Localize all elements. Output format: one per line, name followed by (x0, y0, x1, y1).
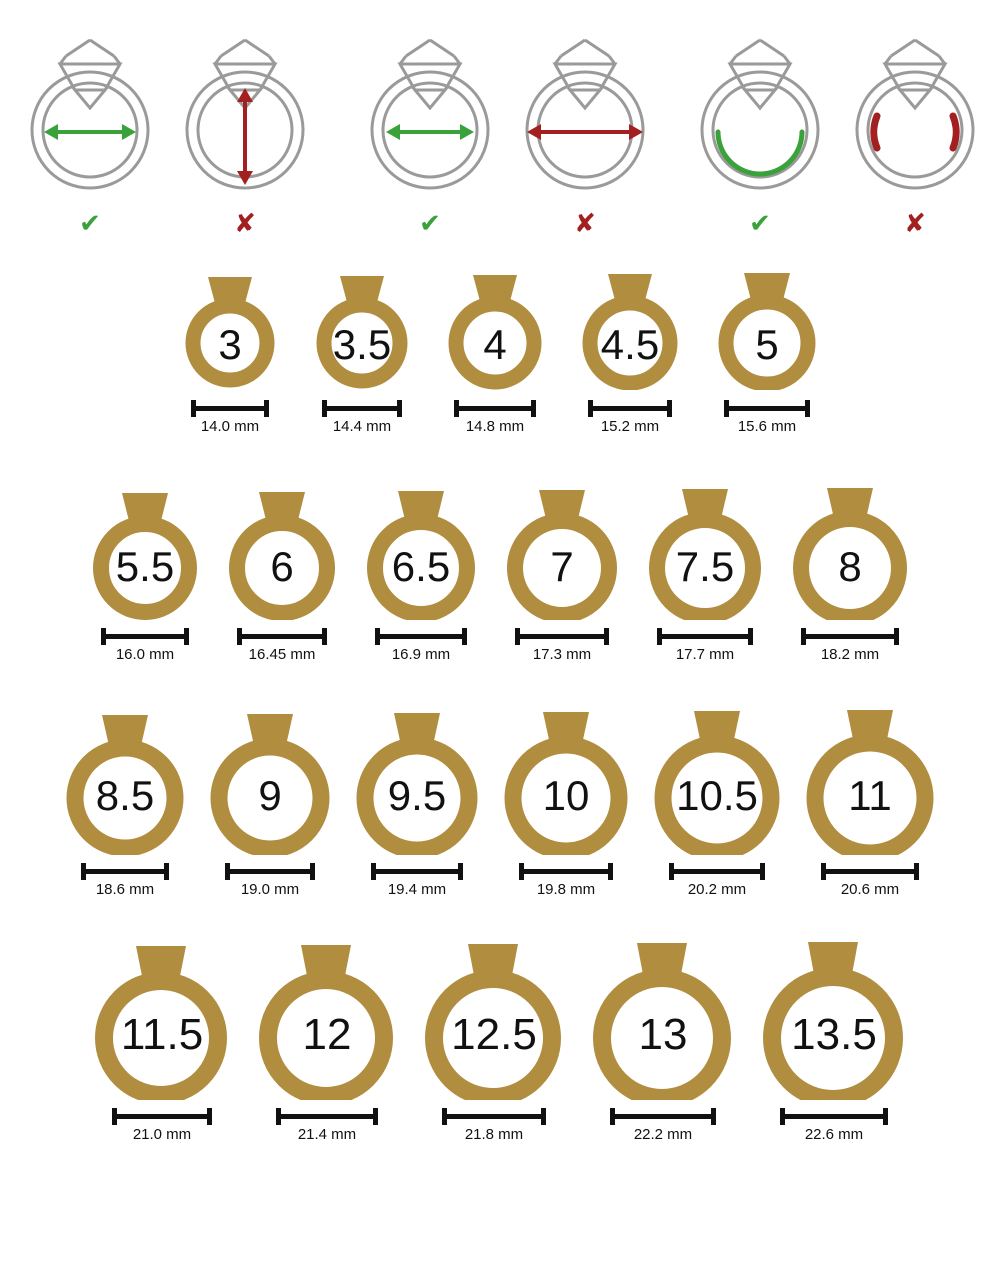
dimension-bar (112, 1114, 212, 1119)
ring-size-row (0, 255, 1000, 475)
ring-mm-label: 17.3 mm (532, 646, 592, 663)
ring-size-cell (218, 475, 346, 663)
ring-size-cell (416, 938, 572, 1143)
dimension-bar (724, 406, 810, 411)
guide-incorrect-outer-edge (515, 20, 655, 250)
guide-group-inside-edge (360, 20, 640, 250)
dimension-bar (101, 634, 189, 639)
ring-size-label: 4.5 (600, 321, 660, 368)
ring-dimension (322, 406, 402, 435)
ring-size-cell (495, 703, 637, 898)
ring-mm-label: 20.2 mm (687, 881, 747, 898)
ring-mm-label: 14.0 mm (200, 418, 260, 435)
ring-mm-label: 18.6 mm (95, 881, 155, 898)
dimension-bar (657, 634, 753, 639)
cross-icon: ✘ (904, 208, 926, 238)
ring-dimension (657, 634, 753, 663)
dimension-bar (801, 634, 899, 639)
ring-size-cell (638, 475, 772, 663)
ring-dimension (191, 406, 269, 435)
ring-dimension (454, 406, 536, 435)
red-side-arcs-icon (874, 116, 956, 148)
ring-dimension (515, 634, 609, 663)
ring-dimension (112, 1114, 212, 1143)
ring-dimension (588, 406, 672, 435)
dimension-bar (237, 634, 327, 639)
ring-dimension (610, 1114, 716, 1143)
ring-size-label: 13.5 (791, 1010, 877, 1059)
ring-dimension (101, 634, 189, 663)
dimension-bar (442, 1114, 546, 1119)
ring-size-cell (86, 938, 238, 1143)
ring-size-cell (705, 255, 829, 435)
ring-mm-label: 21.0 mm (132, 1126, 192, 1143)
ring-mm-label: 22.2 mm (633, 1126, 693, 1143)
ring-size-label: 12.5 (451, 1010, 537, 1059)
guide-group-band-contact (690, 20, 970, 250)
guide-incorrect-vertical (175, 20, 315, 250)
dimension-bar (588, 406, 672, 411)
ring-size-label: 12 (302, 1010, 352, 1059)
ring-size-label: 5.5 (115, 543, 175, 590)
ring-size-row (0, 475, 1000, 703)
dimension-bar (375, 634, 467, 639)
ring-size-label: 4 (483, 321, 507, 368)
ring-mm-label: 15.2 mm (600, 418, 660, 435)
dimension-bar (610, 1114, 716, 1119)
cross-icon: ✘ (234, 208, 256, 238)
ring-size-label: 13 (638, 1010, 688, 1059)
ring-size-cell (303, 255, 421, 435)
guide-correct-inner-diameter (20, 20, 160, 250)
ring-size-cell (645, 703, 789, 898)
dimension-bar (454, 406, 536, 411)
ring-size-cell (171, 255, 289, 435)
ring-size-label: 7 (550, 543, 574, 590)
measurement-guide (0, 20, 1000, 250)
ring-mm-label: 16.0 mm (115, 646, 175, 663)
ring-outline-diagram (360, 20, 500, 210)
ring-dimension (375, 634, 467, 663)
ring-size-row (0, 938, 1000, 1178)
dimension-bar (322, 406, 402, 411)
ring-dimension (237, 634, 327, 663)
ring-mm-label: 14.8 mm (465, 418, 525, 435)
ring-mm-label: 20.6 mm (840, 881, 900, 898)
ring-dimension (669, 869, 765, 898)
ring-outline-diagram (690, 20, 830, 210)
ring-dimension (724, 406, 810, 435)
ring-dimension (780, 1114, 888, 1143)
ring-dimension (801, 634, 899, 663)
ring-outline-diagram (515, 20, 655, 210)
guide-correct-inside-edge (360, 20, 500, 250)
dimension-bar (81, 869, 169, 874)
dimension-bar (276, 1114, 378, 1119)
ring-size-cell (782, 475, 918, 663)
ring-dimension (81, 869, 169, 898)
ring-mm-label: 18.2 mm (820, 646, 880, 663)
ring-dimension (519, 869, 613, 898)
ring-size-cell (584, 938, 742, 1143)
ring-size-cell (496, 475, 628, 663)
ring-mm-label: 15.6 mm (737, 418, 797, 435)
dimension-bar (780, 1114, 888, 1119)
guide-incorrect-side-arcs (845, 20, 985, 250)
dimension-bar (821, 869, 919, 874)
ring-size-label: 9 (258, 772, 282, 819)
ring-mm-label: 14.4 mm (332, 418, 392, 435)
ring-size-row (0, 703, 1000, 938)
dimension-bar (191, 406, 269, 411)
ring-size-cell (82, 475, 208, 663)
dimension-bar (519, 869, 613, 874)
outer-red-arrow-icon (527, 124, 643, 140)
ring-size-label: 3 (218, 321, 242, 368)
cross-icon: ✘ (574, 208, 596, 238)
ring-mm-label: 19.0 mm (240, 881, 300, 898)
ring-size-cell (754, 938, 914, 1143)
ring-size-cell (435, 255, 555, 435)
check-icon: ✔ (419, 208, 441, 238)
ring-mm-label: 17.7 mm (675, 646, 735, 663)
ring-mm-label: 19.8 mm (536, 881, 596, 898)
ring-size-label: 5 (755, 321, 779, 368)
ring-size-label: 6.5 (391, 543, 451, 590)
ring-size-cell (57, 703, 193, 898)
ring-size-cell (201, 703, 339, 898)
check-icon: ✔ (79, 208, 101, 238)
ring-mm-label: 21.8 mm (464, 1126, 524, 1143)
dimension-bar (225, 869, 315, 874)
ring-size-cell (797, 703, 943, 898)
ring-mm-label: 21.4 mm (297, 1126, 357, 1143)
ring-size-label: 11.5 (120, 1010, 204, 1059)
ring-size-cell (250, 938, 404, 1143)
ring-mm-label: 22.6 mm (804, 1126, 864, 1143)
ring-outline-diagram (175, 20, 315, 210)
ring-size-label: 9.5 (387, 772, 447, 819)
ring-size-label: 10 (542, 772, 590, 819)
horizontal-green-arrow-icon (44, 124, 136, 140)
ring-size-chart (0, 255, 1000, 1178)
ring-dimension (276, 1114, 378, 1143)
ring-mm-label: 16.45 mm (248, 646, 316, 663)
ring-mm-label: 16.9 mm (391, 646, 451, 663)
ring-size-cell (347, 703, 487, 898)
ring-mm-label: 19.4 mm (387, 881, 447, 898)
dimension-bar (371, 869, 463, 874)
ring-size-label: 8 (838, 543, 862, 590)
ring-size-cell (569, 255, 691, 435)
ring-size-cell (356, 475, 486, 663)
ring-dimension (225, 869, 315, 898)
check-icon: ✔ (749, 208, 771, 238)
ring-size-label: 10.5 (676, 772, 758, 819)
ring-dimension (821, 869, 919, 898)
ring-dimension (442, 1114, 546, 1143)
ring-size-label: 8.5 (95, 772, 155, 819)
ring-size-label: 11 (848, 772, 892, 819)
ring-dimension (371, 869, 463, 898)
ring-outline-diagram (20, 20, 160, 210)
ring-size-label: 6 (270, 543, 294, 590)
dimension-bar (515, 634, 609, 639)
guide-group-inner-diameter (20, 20, 300, 250)
inner-green-arrow-icon (386, 124, 474, 140)
guide-correct-band-contact (690, 20, 830, 250)
ring-size-label: 3.5 (332, 321, 392, 368)
ring-outline-diagram (845, 20, 985, 210)
ring-size-label: 7.5 (675, 543, 735, 590)
dimension-bar (669, 869, 765, 874)
